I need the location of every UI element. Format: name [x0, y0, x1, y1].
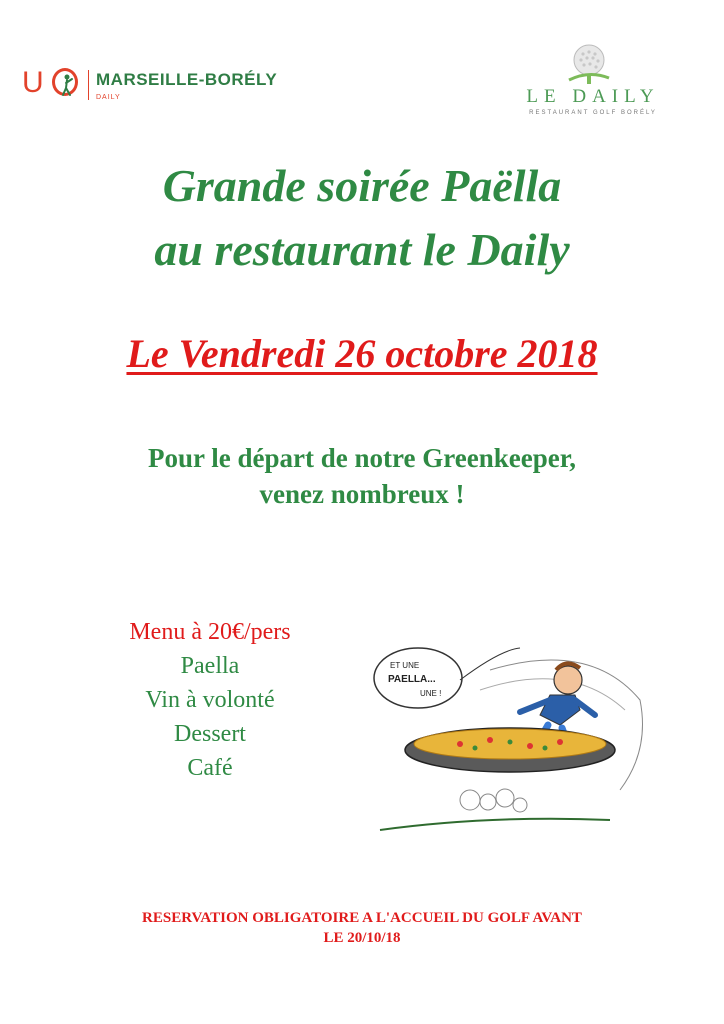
speech-text-1: ET UNE [390, 661, 420, 670]
reservation-notice [0, 908, 724, 948]
logo-brand-name: MARSEILLE-BORÉLY [96, 70, 278, 89]
event-subtitle [0, 440, 724, 512]
golfer-icon [56, 72, 78, 98]
footer-line-1: RESERVATION OBLIGATOIRE A L'ACCUEIL DU GOLF AVANT [142, 910, 582, 926]
title-line-2: au restaurant le Daily [154, 224, 570, 275]
marseille-borely-logo [22, 66, 292, 112]
menu-item: Paella [180, 653, 240, 679]
logo-le-daily-name: LE DAILY [526, 86, 660, 107]
subtitle-line-2: venez nombreux ! [259, 479, 465, 509]
event-date: Le Vendredi 26 octobre 2018 [126, 331, 598, 376]
subtitle-line-1: Pour le départ de notre Greenkeeper, [148, 443, 576, 473]
logo-separator [88, 70, 89, 100]
logo-letter-u: U [22, 66, 44, 99]
menu-list [90, 615, 330, 785]
menu-price: Menu à 20€/pers [129, 619, 291, 645]
menu-item: Vin à volonté [145, 687, 275, 713]
grass-stroke [380, 819, 610, 830]
menu-item: Café [187, 755, 233, 781]
speech-text-3: UNE ! [420, 689, 442, 698]
footer-line-2: LE 20/10/18 [323, 930, 401, 946]
le-daily-logo [505, 40, 680, 120]
logo-brand-sub: DAILY [96, 94, 121, 101]
golf-ball-icon [565, 40, 613, 88]
logo-le-daily-tagline: RESTAURANT GOLF BORÉLY [529, 110, 657, 116]
menu-item: Dessert [174, 721, 246, 747]
paella-cartoon-illustration [370, 640, 650, 840]
event-title [0, 154, 724, 282]
speech-text-2: PAELLA... [388, 674, 436, 685]
title-line-1: Grande soirée Paëlla [162, 160, 562, 211]
